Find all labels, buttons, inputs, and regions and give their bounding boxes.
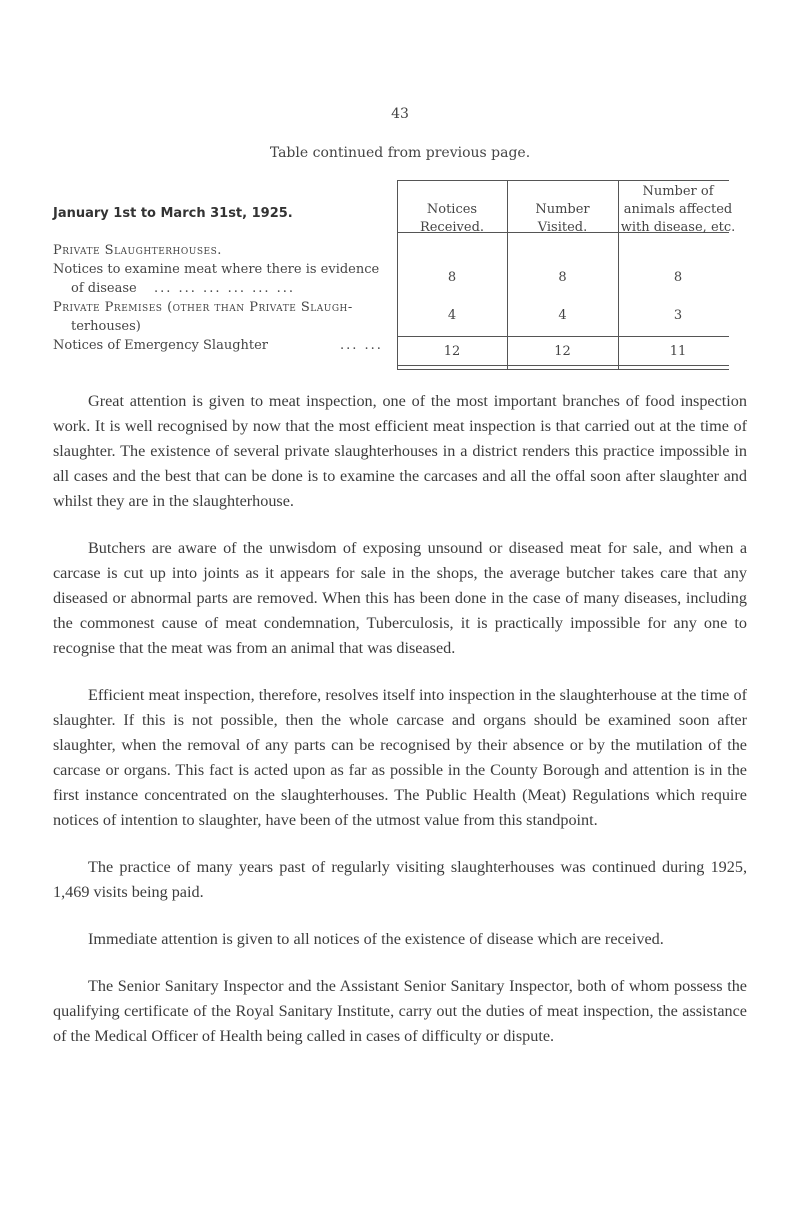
total-notices: 12 [443,344,461,359]
total-top-rule [397,336,729,337]
animals-header-line1: Number of [642,184,714,199]
row3-notices: 4 [447,308,457,323]
row-label-cont: terhouses) [71,319,141,334]
leader-dots: ... ... [340,338,383,353]
section-label: Private Slaughterhouses. [53,243,222,258]
paragraph: Efficient meat inspection, therefore, resolves itself into inspection in the slaughterhouse at the time of slaughter. If this is not possible, then the whole carcase and organs should be examined soon after slaughter, when the removal of any parts can be recognised by their absence or by the mutilation of the carcase or organs. This fact is acted upon as far as possible in the County Borough and attention is in the first instance concentrated on the slaughterhouses. The Public Health (Meat) Regulations which require notices of intention to slaughter, have been of the utmost value from this standpoint. [53,686,747,829]
paragraph: The practice of many years past of regularly visiting slaughterhouses was continued during 1925, 1,469 visits being paid. [53,858,747,901]
row1-visited: 8 [558,270,567,285]
row-label: Notices to examine meat where there is evidence [53,262,380,277]
row-label-text: Notices of Emergency Slaughter [53,338,269,353]
paragraph: Great attention is given to meat inspection, one of the most important branches of food inspection work. It is well recognised by now that the most efficient meat inspection is that carried out at the time of slaughter. The existence of several private slaughterhouses in a district renders this practice impossible in all cases and the best that can be done is to examine the carcases and all the offal soon after slaughter and whilst they are in the slaughterhouse. [53,392,747,510]
row3-animals: 3 [673,308,683,323]
row1-animals: 8 [673,270,683,285]
leader-dots: ... ... ... ... ... ... [154,281,296,296]
body-text [53,389,747,1071]
row-label [53,336,393,355]
animals-header-line2: animals affected [623,202,733,217]
row1-notices: 8 [447,270,457,285]
row-label [53,279,393,298]
paragraph: The Senior Sanitary Inspector and the Assistant Senior Sanitary Inspector, both of whom possess the qualifying certificate of the Royal Sanitary Institute, carry out the duties of meat inspection, the assistance of the Medical Officer of Health being called in cases of difficulty or dispute. [53,977,747,1045]
paragraph: Immediate attention is given to all notices of the existence of disease which are received. [88,930,664,948]
animals-header-line3: with disease, etc. [620,220,736,235]
row-labels [53,204,393,355]
total-visited: 12 [554,344,571,359]
row-label: Private Premises (other than Private Slaugh- [53,300,353,315]
paragraph: Butchers are aware of the unwisdom of exposing unsound or diseased meat for sale, and when a carcase is cut up into joints as it appears for sale in the shops, the average butcher takes care that any diseased or abnormal parts are removed. When this has been done in the case of many diseases, including the commonest cause of meat condemnation, Tuberculosis, it is practically impossible for any one to recognise that the meat was from an animal that was diseased. [53,539,747,657]
notices-header-line1: Notices [426,202,478,217]
visited-header-line2: Visited. [537,220,588,235]
header-top-rule [397,180,729,181]
row-label-cont: of disease [71,281,137,296]
slaughterhouse-table [0,0,800,380]
table-heading: January 1st to March 31st, 1925. [53,206,293,221]
visited-header-line1: Number [535,202,590,217]
row3-visited: 4 [558,308,567,323]
total-double-rule [397,365,729,370]
table-caption: Table continued from previous page. [269,145,531,161]
page-number: 43 [391,106,409,122]
notices-header-line2: Received. [419,220,485,235]
total-animals: 11 [669,344,687,359]
